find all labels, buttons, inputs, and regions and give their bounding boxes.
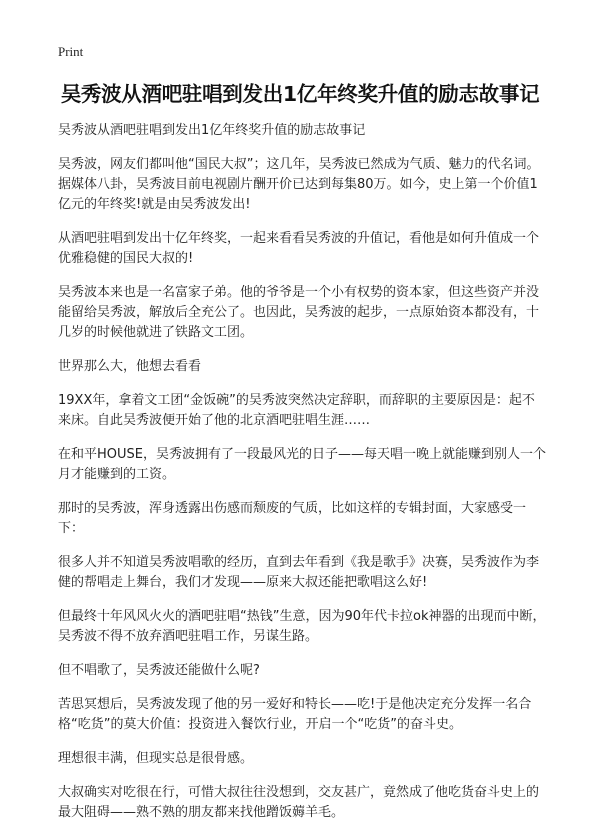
paragraph: 很多人并不知道吴秀波唱歌的经历，直到去年看到《我是歌手》决赛，吴秀波作为李健的帮唱走上舞台，我们才发现——原来大叔还能把歌唱这么好! (58, 555, 540, 590)
article-title: 吴秀波从酒吧驻唱到发出1亿年终奖升值的励志故事记 (60, 82, 540, 106)
paragraph: 理想很丰满，但现实总是很骨感。 (58, 751, 254, 766)
paragraph: 19XX年，拿着文工团“金饭碗”的吴秀波突然决定辞职，而辞职的主要原因是：起不来床。自此吴秀波便开始了他的北京酒吧驻唱生涯…… (58, 393, 535, 428)
print-label[interactable]: Print (58, 44, 84, 59)
paragraph: 在和平HOUSE，吴秀波拥有了一段最风光的日子——每天唱一晚上就能赚到别人一个月才能赚到的工资。 (58, 447, 546, 482)
article-body (58, 121, 546, 837)
section-heading: 世界那么大，他想去看看 (58, 359, 202, 374)
paragraph: 苦思冥想后，吴秀波发现了他的另一爱好和特长——吃!于是他决定充分发挥一名合格“吃货”的莫大价值：投资进入餐饮行业，开启一个“吃货”的奋斗史。 (58, 697, 532, 732)
paragraph: 大叔确实对吃很在行，可惜大叔往往没想到，交友甚广，竟然成了他吃货奋斗史上的最大阻碍——熟不熟的朋友都来找他蹭饭薅羊毛。 (58, 785, 540, 820)
paragraph: 吴秀波，网友们都叫他“国民大叔”；这几年，吴秀波已然成为气质、魅力的代名词。据媒体八卦，吴秀波目前电视剧片酬开价已达到每集80万。如今，史上第一个价值1亿元的年终奖!就是由吴秀波发出! (58, 157, 540, 212)
paragraph: 但最终十年风风火火的酒吧驻唱“热钱”生意，因为90年代卡拉ok神器的出现而中断，吴秀波不得不放弃酒吧驻唱工作，另谋生路。 (58, 609, 546, 644)
paragraph: 那时的吴秀波，浑身透露出伤感而颓废的气质，比如这样的专辑封面，大家感受一下： (58, 501, 527, 536)
paragraph: 从酒吧驻唱到发出十亿年终奖，一起来看看吴秀波的升值记，看他是如何升值成一个优雅稳健的国民大叔的! (58, 231, 540, 266)
paragraph: 但不唱歌了，吴秀波还能做什么呢? (58, 663, 260, 678)
paragraph-subtitle: 吴秀波从酒吧驻唱到发出1亿年终奖升值的励志故事记 (58, 123, 366, 138)
paragraph: 吴秀波本来也是一名富家子弟。他的爷爷是一个小有权势的资本家，但这些资产并没能留给吴秀波，解放后全充公了。也因此，吴秀波的起步，一点原始资本都没有，十几岁的时候他就进了铁路文工团。 (58, 285, 540, 340)
